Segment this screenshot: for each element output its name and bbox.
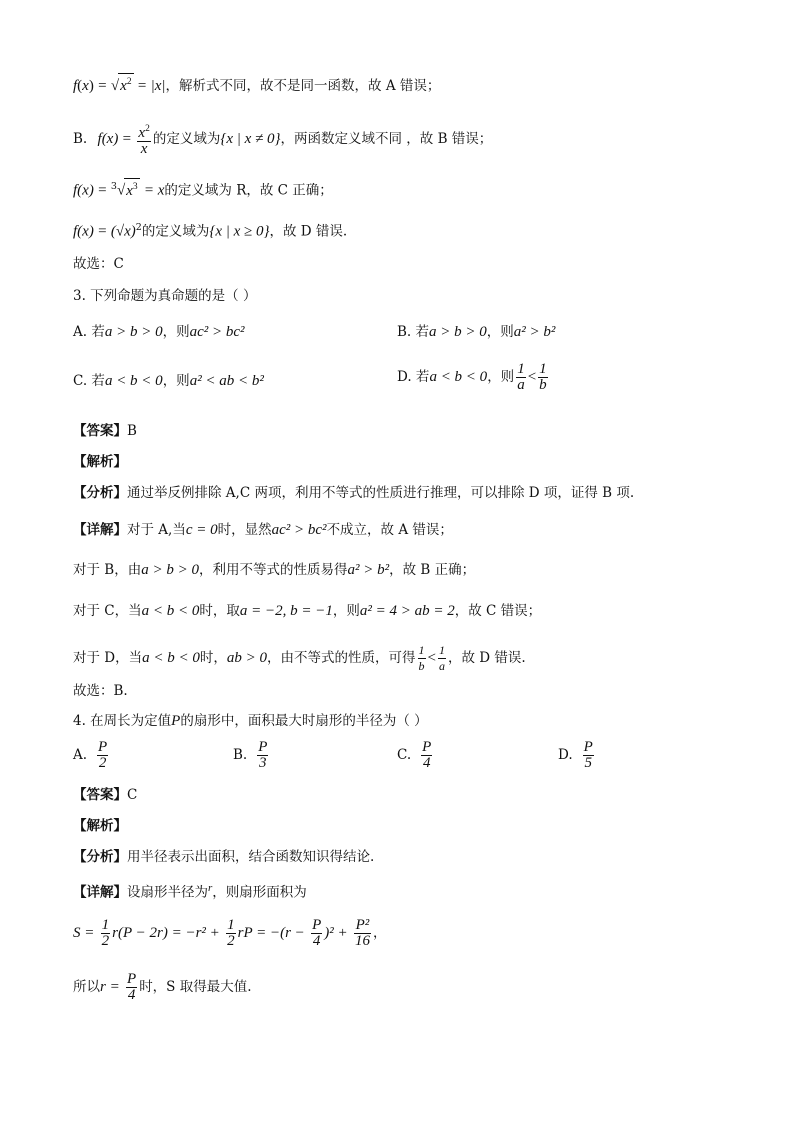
math-expr: = x	[143, 182, 165, 199]
detail-tag: 【详解】	[73, 522, 127, 538]
fraction-denominator: 2	[98, 755, 107, 771]
sqrt-radicand	[118, 73, 133, 95]
option-label: B.	[233, 747, 248, 763]
math-expr: r(P − 2r) = −r² +	[112, 925, 220, 941]
math-eq: =	[122, 131, 132, 147]
fraction	[97, 740, 108, 771]
answer-value: B	[127, 423, 137, 439]
math-expr: a < b < 0	[104, 373, 163, 389]
line-text: ，则	[487, 369, 515, 385]
math-f: f	[97, 131, 102, 147]
line-text: 时，	[199, 650, 227, 666]
fenxi-tag: 【分析】	[73, 485, 127, 501]
answer-tag: 【答案】	[73, 423, 127, 439]
fraction-denominator: 4	[422, 755, 431, 771]
fraction-denominator: b	[418, 659, 425, 673]
q3-detail-3	[73, 601, 541, 621]
answer-value: C	[127, 787, 138, 803]
fraction-denominator: a	[517, 377, 525, 393]
line-text: ，则扇形面积为	[212, 884, 307, 901]
fraction-numerator: 1	[517, 361, 525, 377]
q4-option-c	[397, 740, 434, 771]
math-paren: (	[77, 78, 83, 94]
math-r: r	[208, 882, 213, 894]
fraction-denominator: 2	[227, 933, 235, 949]
fenxi-tag: 【分析】	[73, 849, 127, 865]
fraction	[126, 972, 137, 1003]
math-eq: =	[137, 78, 147, 94]
math-expr: a² = 4 > ab = 2	[359, 603, 455, 619]
math-eq: =	[98, 78, 107, 94]
fraction-denominator: 3	[259, 755, 267, 771]
option-label: C. 若	[73, 373, 105, 389]
math-eq: =	[98, 182, 107, 199]
q3-fenxi	[73, 483, 634, 503]
q4-answer	[73, 785, 137, 805]
math-expr: ab > 0	[226, 650, 267, 666]
line-text: ，则	[162, 373, 190, 389]
line-text: 的定义域为	[141, 223, 210, 240]
q4-option-b	[233, 740, 270, 771]
line-text: 不成立，故 A 错误；	[326, 522, 453, 538]
math-expr: a < b < 0	[429, 369, 488, 385]
math-x: (x)	[77, 223, 94, 240]
choose-line-q2: 故选：C	[73, 256, 124, 272]
line-text: 对于 C，当	[73, 603, 142, 619]
fraction	[438, 643, 446, 674]
fraction-denominator: 16	[354, 933, 370, 949]
fraction	[516, 362, 526, 393]
fraction	[257, 740, 268, 771]
fraction-denominator: 4	[312, 933, 321, 949]
detail-tag: 【详解】	[73, 884, 127, 901]
line-text: ，故 D 错误.	[269, 223, 348, 240]
line-text: 时，S 取得最大值.	[139, 979, 252, 995]
math-expr: a² > b²	[347, 562, 390, 578]
line-text: ，故 D 错误.	[447, 650, 526, 666]
option-label: D. 若	[397, 369, 430, 385]
line-text: 时，显然	[217, 522, 272, 538]
question-3-stem: 3. 下列命题为真命题的是（ ）	[73, 288, 257, 304]
sqrt-sign: √	[110, 78, 120, 94]
q3-option-b	[397, 322, 555, 342]
line-text: ，则	[332, 603, 360, 619]
analysis-tag: 【解析】	[73, 818, 127, 834]
q3-options-row-1	[73, 322, 773, 342]
root-sign: √	[116, 182, 126, 199]
math-f: f	[73, 78, 78, 94]
solution-line-c	[73, 177, 333, 201]
math-set: {x | x ≠ 0}	[220, 131, 281, 147]
math-expr: (√x)	[110, 223, 136, 240]
line-text: 所以	[73, 979, 100, 995]
q3-options-row-2	[73, 361, 773, 393]
root-radicand	[124, 178, 139, 200]
option-label: C.	[397, 747, 412, 763]
fraction	[583, 740, 594, 771]
q3-detail-4	[73, 643, 526, 674]
math-set: {x | x ≥ 0}	[209, 223, 270, 240]
fraction-numerator: 1	[539, 361, 547, 377]
math-expr: a < b < 0	[142, 650, 200, 666]
line-text: ，故 C 错误；	[454, 603, 542, 619]
math-x: (x)	[77, 182, 94, 199]
math-expr: ac² > bc²	[271, 522, 327, 538]
line-text: ，由不等式的性质，可得	[267, 650, 416, 666]
q4-conclusion	[73, 972, 252, 1012]
line-text: ，利用不等式的性质易得	[198, 562, 348, 578]
root-index: 3	[110, 181, 117, 192]
math-lt: <	[427, 650, 436, 666]
fraction	[311, 918, 322, 949]
fraction-numerator: P	[312, 917, 322, 933]
fenxi-text: 通过举反例排除 A,C 两项，利用不等式的性质进行推理，可以排除 D 项，证得 B 项.	[127, 485, 635, 501]
fraction-numerator: 1	[101, 917, 110, 933]
math-exponent: 3	[132, 181, 138, 192]
math-exponent: 2	[145, 124, 150, 134]
q3-choose: 故选：B.	[73, 683, 128, 699]
solution-line-a	[73, 73, 440, 96]
line-text: ，两函数定义域不同 ，故 B 错误；	[280, 131, 493, 147]
q4-option-a	[73, 740, 110, 771]
solution-line-d	[73, 218, 347, 242]
math-expr: a > b > 0	[104, 324, 163, 340]
fraction-denominator: 2	[101, 933, 110, 949]
line-text: ，故 B 正确；	[389, 562, 476, 578]
fraction-numerator: P	[127, 971, 137, 987]
line-text: ，解析式不同，故不是同一函数，故 A 错误；	[165, 78, 441, 94]
math-x: x	[82, 78, 89, 94]
math-x: x	[120, 78, 127, 94]
fenxi-text: 用半径表示出面积，结合函数知识得结论.	[127, 849, 375, 865]
fraction	[538, 362, 548, 393]
q4-detail-1	[73, 878, 307, 903]
q3-option-c	[73, 373, 264, 389]
fraction	[354, 918, 371, 949]
option-label: B. 若	[397, 324, 430, 340]
math-expr: a > b > 0	[429, 324, 487, 340]
line-text: 对于 A,当	[127, 522, 186, 538]
math-expr: a = −2, b = −1	[239, 603, 333, 619]
line-text: 的定义域为 R，故 C 正确；	[164, 182, 333, 199]
math-exponent: 2	[135, 222, 142, 233]
math-eq: =	[98, 223, 107, 240]
math-expr: a² < ab < b²	[189, 373, 264, 389]
fraction-numerator: 1	[227, 917, 235, 933]
math-expr: )² +	[324, 925, 348, 941]
math-exponent: 2	[126, 77, 132, 87]
q4-option-d	[558, 740, 596, 771]
math-expr: a > b > 0	[141, 562, 199, 578]
fraction-denominator: x	[140, 141, 148, 157]
math-x: x	[126, 182, 133, 199]
option-label: D.	[558, 747, 573, 763]
answer-tag: 【答案】	[73, 787, 127, 803]
line-text: 时，取	[199, 603, 240, 619]
math-expr: c = 0	[185, 522, 218, 538]
q3-option-d	[397, 362, 550, 393]
math-expr: ac² > bc²	[189, 324, 245, 340]
line-text: ，则	[162, 324, 190, 340]
fraction-denominator: 4	[127, 987, 136, 1003]
math-expr: S =	[73, 925, 95, 941]
fraction	[101, 918, 111, 949]
line-text: ，	[372, 925, 387, 941]
fraction-numerator: P	[583, 739, 593, 755]
q4-area-formula	[73, 918, 386, 958]
math-x: x	[138, 125, 146, 141]
fraction-numerator: 1	[438, 643, 445, 657]
q3-jiexi	[73, 452, 127, 472]
line-text: 设扇形半径为	[127, 884, 208, 901]
q3-option-a	[73, 324, 245, 340]
line-text: 对于 B，由	[73, 562, 142, 578]
option-label: B.	[73, 131, 88, 147]
fraction-denominator: 5	[584, 755, 592, 771]
fraction	[418, 643, 426, 674]
analysis-tag: 【解析】	[73, 454, 127, 470]
q3-detail-2	[73, 560, 475, 580]
fraction	[421, 740, 432, 771]
fraction-denominator: b	[539, 377, 547, 393]
q3-detail-1	[73, 520, 453, 540]
line-text: 的定义域为	[152, 131, 221, 147]
option-label: A.	[73, 747, 88, 763]
fraction-numerator: P	[422, 739, 432, 755]
line-text: ，则	[486, 324, 514, 340]
line-text: 对于 D，当	[73, 650, 143, 666]
math-paren: )	[88, 78, 94, 94]
question-4-stem	[73, 711, 428, 731]
fraction-numerator: 1	[418, 643, 425, 657]
math-expr: a < b < 0	[141, 603, 200, 619]
math-expr: r =	[100, 979, 120, 995]
solution-line-b	[73, 122, 492, 157]
math-lt: <	[527, 369, 537, 385]
fraction-denominator: a	[438, 659, 445, 673]
q4-fenxi	[73, 847, 374, 867]
q3-answer	[73, 421, 137, 441]
line-text: 4. 在周长为定值	[73, 713, 172, 729]
math-expr: a² > b²	[513, 324, 556, 340]
fraction-numerator	[137, 122, 150, 142]
fraction	[137, 122, 150, 157]
math-x: (x)	[101, 131, 119, 147]
math-abs: |x|	[150, 78, 166, 94]
fraction-numerator: P	[258, 739, 268, 755]
q4-options-row	[73, 740, 773, 780]
fraction	[226, 918, 236, 949]
math-P: P	[171, 713, 181, 729]
math-expr: rP = −(r −	[237, 925, 305, 941]
option-label: A. 若	[73, 324, 105, 340]
fraction-numerator: P²	[355, 917, 370, 933]
q4-jiexi	[73, 816, 127, 836]
fraction-numerator: P	[98, 739, 108, 755]
line-text: 的扇形中，面积最大时扇形的半径为（ ）	[180, 713, 428, 729]
math-f: f	[73, 182, 78, 199]
math-f: f	[73, 223, 78, 240]
